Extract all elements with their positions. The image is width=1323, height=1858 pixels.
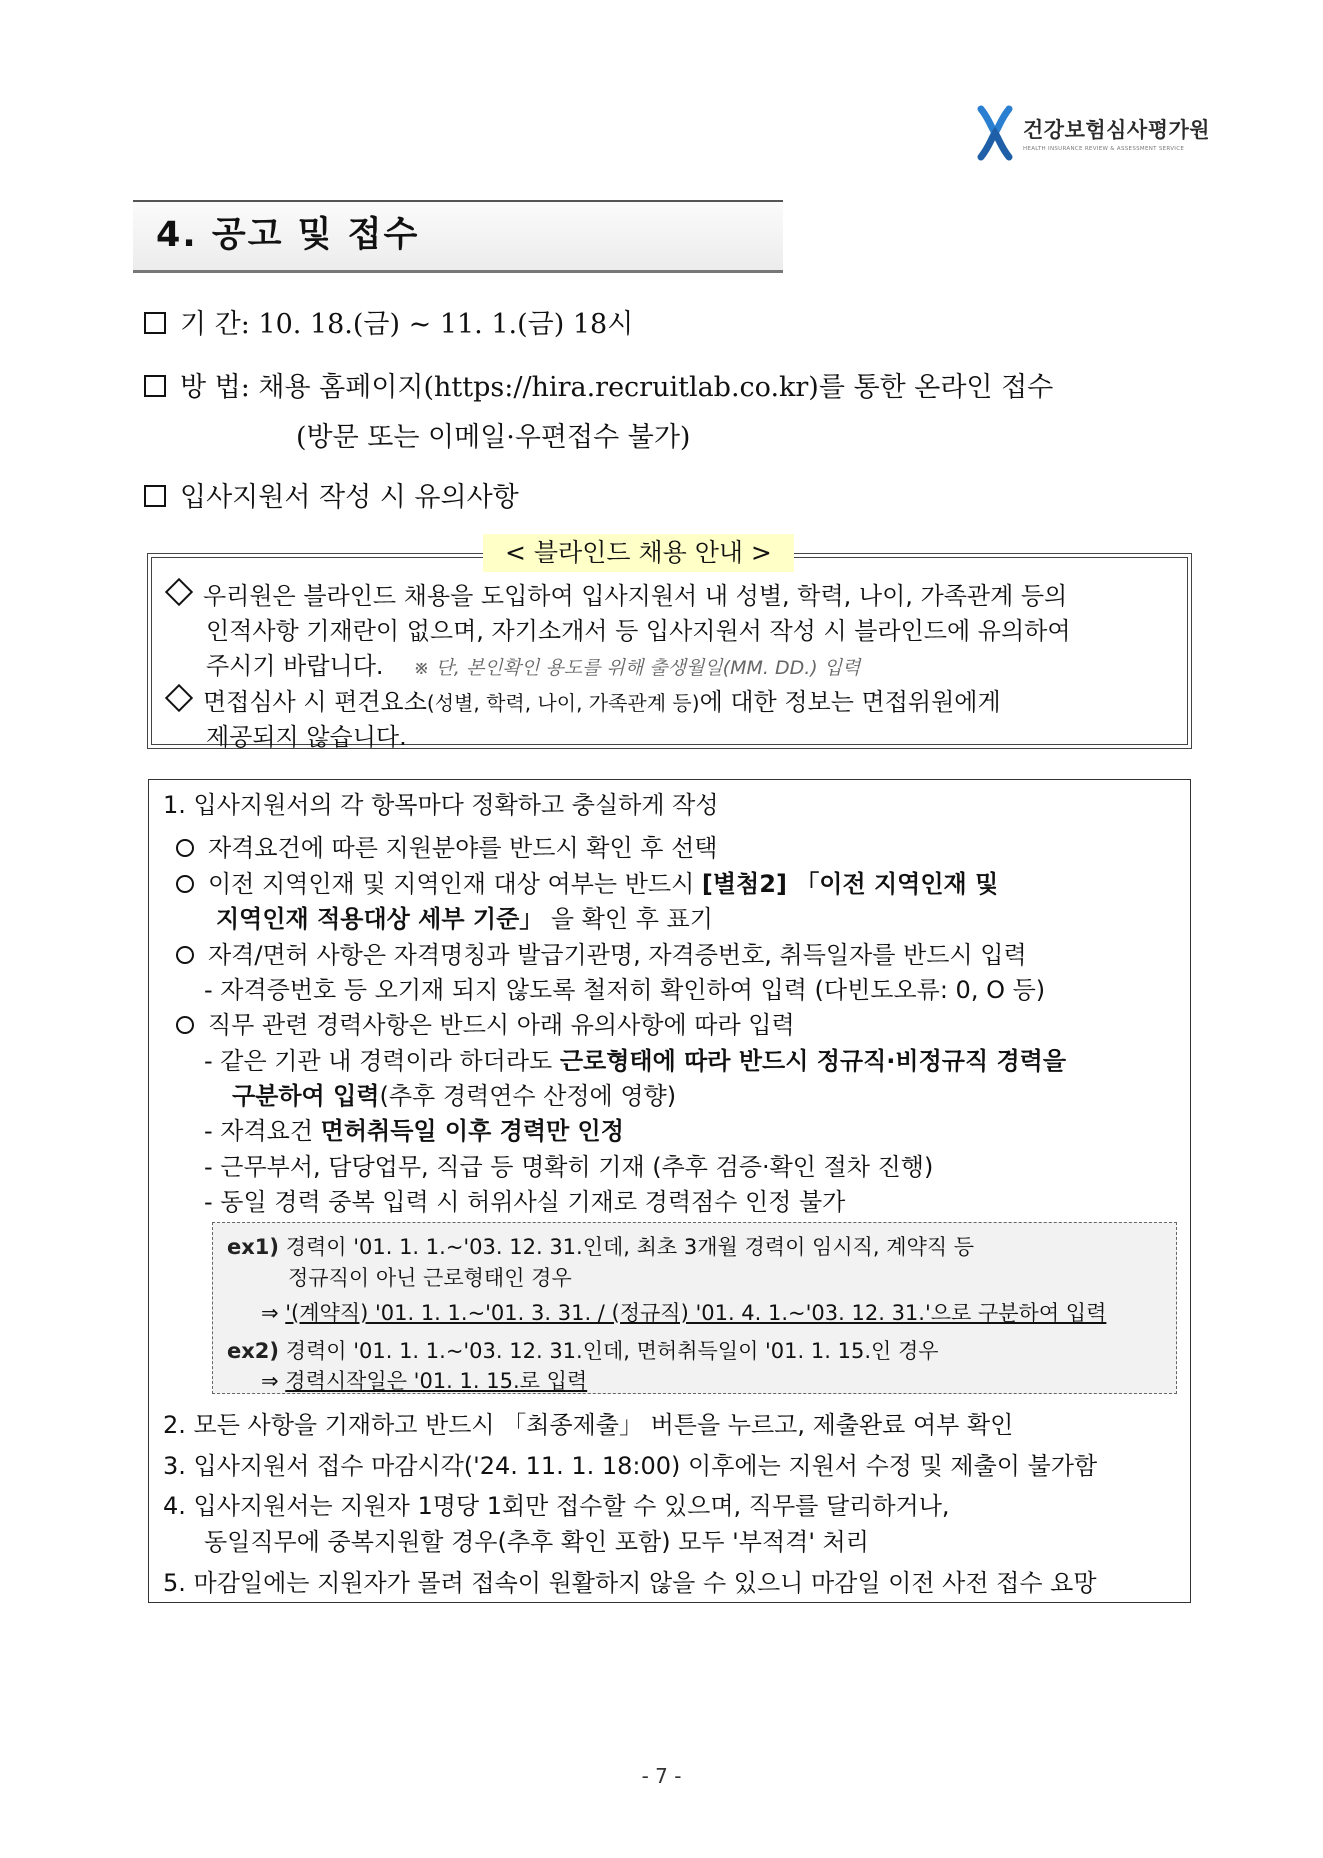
blind-hiring-notice xyxy=(147,538,1192,751)
instruction-1-item-4-detail-2: - 자격요건 면허취득일 이후 경력만 인정 xyxy=(204,1117,624,1145)
example-2-line-1: ex2) 경력이 '01. 1. 1.~'03. 12. 31.인데, 면허취득일이 '01. 1. 15.인 경우 xyxy=(227,1339,939,1363)
org-name: 건강보험심사평가원 xyxy=(1023,118,1211,142)
instruction-3: 3. 입사지원서 접수 마감시각('24. 11. 1. 18:00) 이후에는 지원서 수정 및 제출이 불가함 xyxy=(163,1452,1098,1480)
instruction-1-item-1: 자격요건에 따른 지원분야를 반드시 확인 후 선택 xyxy=(176,828,717,863)
notice-p1-line1: 우리원은 블라인드 채용을 도입하여 입사지원서 내 성별, 학력, 나이, 가족관계 등의 xyxy=(165,576,1067,611)
instruction-5: 5. 마감일에는 지원자가 몰려 접속이 원활하지 않을 수 있으니 마감일 이전 사전 접수 요망 xyxy=(163,1569,1097,1597)
diamond-bullet-icon xyxy=(165,684,193,712)
org-name-en: HEALTH INSURANCE REVIEW & ASSESSMENT SERVICE xyxy=(1023,146,1185,152)
checkbox-icon xyxy=(144,485,166,507)
org-logo xyxy=(975,105,1210,161)
notice-p2-line2: 제공되지 않습니다. xyxy=(206,723,407,751)
circle-bullet-icon xyxy=(176,1016,194,1034)
instruction-1-item-3: 자격/면허 사항은 자격명칭과 발급기관명, 자격증번호, 취득일자를 반드시 입력 xyxy=(176,935,1027,970)
page-number: - 7 - xyxy=(641,1764,682,1788)
period-text: 기 간: 10. 18.(금) ~ 11. 1.(금) 18시 xyxy=(180,309,634,340)
checkbox-icon xyxy=(144,375,166,397)
notice-title: < 블라인드 채용 안내 > xyxy=(483,534,794,572)
method-item xyxy=(144,365,1053,404)
instruction-1-item-4: 직무 관련 경력사항은 반드시 아래 유의사항에 따라 입력 xyxy=(176,1005,795,1040)
example-1-result: ⇒ '(계약직) '01. 1. 1.~'01. 3. 31. / (정규직) '01. 4. 1.~'03. 12. 31.'으로 구분하여 입력 xyxy=(261,1301,1107,1325)
instruction-1-item-4-detail-4: - 동일 경력 중복 입력 시 허위사실 기재로 경력점수 인정 불가 xyxy=(204,1188,846,1216)
section-title: 4. 공고 및 접수 xyxy=(133,200,783,273)
instruction-1-item-2: 이전 지역인재 및 지역인재 대상 여부는 반드시 [별첨2] 「이전 지역인재 및 xyxy=(176,864,998,899)
instruction-2: 2. 모든 사항을 기재하고 반드시 「최종제출」 버튼을 누르고, 제출완료 여부 확인 xyxy=(163,1411,1014,1439)
arrow-icon: ⇒ xyxy=(261,1301,286,1325)
instruction-1-item-4-detail-3: - 근무부서, 담당업무, 직급 등 명확히 기재 (추후 검증·확인 절차 진행) xyxy=(204,1153,934,1181)
notice-p2-line1: 면접심사 시 편견요소(성별, 학력, 나이, 가족관계 등)에 대한 정보는 면접위원에게 xyxy=(165,682,1001,717)
notice-note: ※ 단, 본인확인 용도를 위해 출생월일(MM. DD.) 입력 xyxy=(413,657,861,679)
instruction-4-cont: 동일직무에 중복지원할 경우(추후 확인 포함) 모두 '부적격' 처리 xyxy=(204,1528,869,1556)
example-2-result: ⇒ 경력시작일은 '01. 1. 15.로 입력 xyxy=(261,1369,588,1393)
instruction-1-item-2-cont: 지역인재 적용대상 세부 기준」 을 확인 후 표기 xyxy=(216,905,713,933)
instruction-1-item-3-detail: - 자격증번호 등 오기재 되지 않도록 철저히 확인하여 입력 (다빈도오류: 0, O 등) xyxy=(204,976,1046,1004)
instruction-1-heading: 1. 입사지원서의 각 항목마다 정확하고 충실하게 작성 xyxy=(163,791,719,819)
hira-logo-icon xyxy=(975,105,1015,161)
instruction-1-item-4-detail-1: - 같은 기관 내 경력이라 하더라도 근로형태에 따라 반드시 정규직·비정규직 경력을 xyxy=(204,1047,1067,1075)
method-note: (방문 또는 이메일·우편접수 불가) xyxy=(296,422,691,453)
example-1-line-1: ex1) 경력이 '01. 1. 1.~'03. 12. 31.인데, 최초 3개월 경력이 임시직, 계약직 등 xyxy=(227,1235,975,1259)
caution-heading: 입사지원서 작성 시 유의사항 xyxy=(180,482,519,513)
method-text: 방 법: 채용 홈페이지(https://hira.recruitlab.co.kr)를 통한 온라인 접수 xyxy=(180,372,1054,403)
example-1-line-2: 정규직이 아닌 근로형태인 경우 xyxy=(288,1266,572,1290)
caution-item xyxy=(144,475,519,514)
notice-p1-line2: 인적사항 기재란이 없으며, 자기소개서 등 입사지원서 작성 시 블라인드에 유의하여 xyxy=(206,617,1071,645)
diamond-bullet-icon xyxy=(165,578,193,606)
circle-bullet-icon xyxy=(176,875,194,893)
period-item xyxy=(144,302,633,341)
circle-bullet-icon xyxy=(176,946,194,964)
checkbox-icon xyxy=(144,312,166,334)
instruction-4: 4. 입사지원서는 지원자 1명당 1회만 접수할 수 있으며, 직무를 달리하거나, xyxy=(163,1492,950,1520)
example-box xyxy=(212,1222,1177,1394)
instruction-1-item-4-detail-1-cont: 구분하여 입력(추후 경력연수 산정에 영향) xyxy=(232,1082,677,1110)
circle-bullet-icon xyxy=(176,839,194,857)
notice-p1-line3: 주시기 바랍니다. ※ 단, 본인확인 용도를 위해 출생월일(MM. DD.) 입력 xyxy=(206,652,861,680)
arrow-icon: ⇒ xyxy=(261,1369,286,1393)
